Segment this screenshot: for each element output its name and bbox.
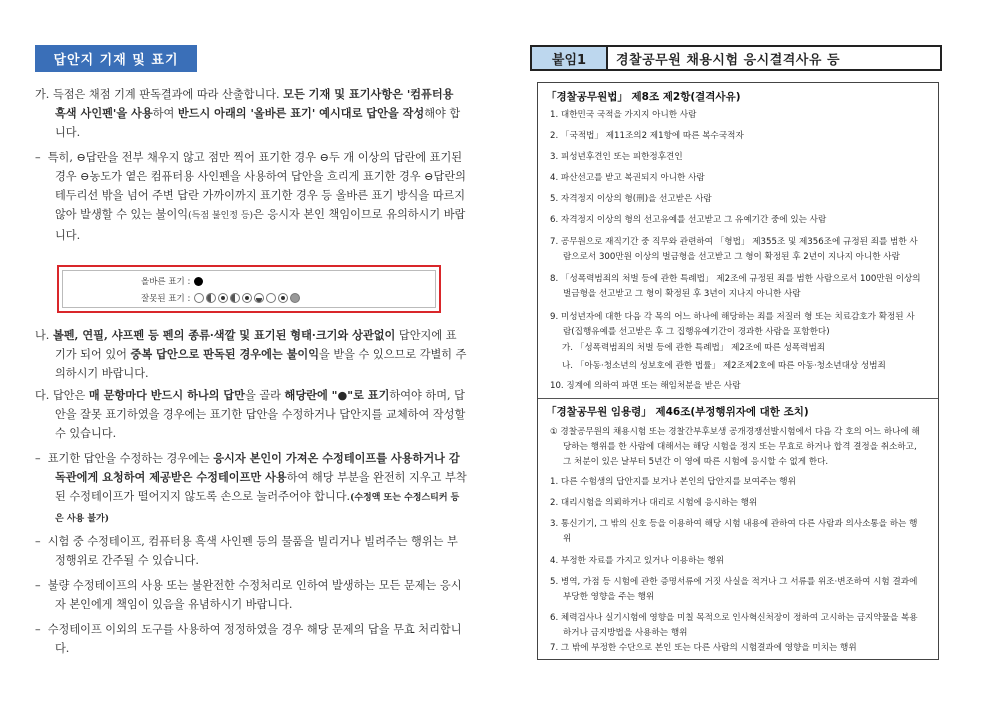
dash-marker: –: [35, 535, 41, 548]
dot-circle-icon: [242, 293, 252, 303]
list-item: 2. 대리시험을 의뢰하거나 대리로 시험에 응시하는 행위: [550, 498, 758, 508]
paragraph-dash-3: [35, 532, 467, 570]
bold-text: 볼펜, 연필, 샤프펜 등 펜의 종류·색깔 및 표기된 형태·크기와 상관없이: [52, 328, 396, 342]
text: 시험 중 수정테이프, 컴퓨터용 흑색 사인펜 등의 물품을 빌리거나 빌려주는 행위는 부정행위로 간주될 수 있습니다.: [47, 535, 458, 567]
list-item: 3. 통신기기, 그 밖의 신호 등을 이용하여 해당 시험 내용에 관하여 다른 사람과 의사소통을 하는 행위: [550, 519, 918, 544]
text: 불량 수정테이프의 사용 또는 불완전한 수정처리로 인하여 발생하는 모든 문제는 응시자 본인에게 책임이 있음을 유념하시기 바랍니다.: [47, 579, 462, 611]
item-marker: 나.: [35, 329, 50, 342]
bottom-fill-circle-icon: [254, 293, 264, 303]
empty-circle-icon: [266, 293, 276, 303]
note-text: (수정액 또는 수정스티커 등은 사용 불가): [55, 493, 460, 524]
dot-circle-icon: [218, 293, 228, 303]
list-item: 5. 병역, 가점 등 시험에 관한 증명서류에 거짓 사실을 적거나 그 서류를 위조·변조하여 시험 결과에 부당한 영향을 주는 행위: [550, 577, 918, 602]
text: 특히, ⊖답란을 전부 채우지 않고 점만 찍어 표기한 경우 ⊖두 개 이상의 답란에 표기된 경우 ⊖농도가 옅은 컴퓨터용 사인펜을 사용하여 답안을 흐리게 표기한 경우 ⊖답란의 테두리선 밖을 넘어 주변 답란 가까이까지 표기한 경우 등 올바른 표기 방식을 따르지 않아 발생할 수 있는 불이익: [47, 151, 466, 221]
list-item: 8. 「성폭력범죄의 처벌 등에 관한 특례법」 제2조에 규정된 죄를 범한 사람으로서 100만원 이상의 벌금형을 선고받고 그 형이 확정된 후 3년이 지나지 아니한 사람: [550, 274, 921, 299]
text: 하여야 하며, 답안을 잘못 표기하였을 경우에는 표기한 답안을 수정하거나 답안지를 교체하여 작성할 수 있습니다.: [55, 389, 466, 440]
bold-text: 응시자 본인이 가져온 수정테이프를 사용하거나 감독관에게 요청하여 제공받은 수정테이프만 사용: [55, 451, 460, 484]
appendix-label: 붙임1: [530, 45, 608, 71]
text: 표기한 답안을 수정하는 경우에는: [47, 452, 214, 465]
appendix-title-text: 경찰공무원 채용시험 응시결격사유 등: [608, 45, 942, 71]
list-item: 4. 파산선고를 받고 복권되지 아니한 사람: [550, 173, 705, 183]
disqualification-box: [537, 82, 939, 660]
list-item: 5. 자격정지 이상의 형(刑)을 선고받은 사람: [550, 194, 712, 204]
correct-marking-row: [141, 275, 203, 287]
paragraph-da: [35, 386, 467, 443]
item-marker: 가.: [35, 88, 50, 101]
list-intro: ① 경찰공무원의 채용시험 또는 경찰간부후보생 공개경쟁선발시험에서 다음 각 호의 어느 하나에 해당하는 행위를 한 사람에 대해서는 해당 시험을 정지 또는 무효로 하거나 합격 결정을 취소하고, 그 처분이 있은 날부터 5년간 이 영에 따른 시험에 응시할 수 없게 한다.: [550, 427, 920, 467]
bold-text: 중복 답안으로 판독된 경우에는 불이익: [130, 347, 320, 361]
dash-marker: –: [35, 579, 41, 592]
list-item: 6. 체력검사나 실기시험에 영향을 미칠 목적으로 인사혁신처장이 정하여 고시하는 금지약물을 복용하거나 금지방법을 사용하는 행위: [550, 613, 918, 638]
item-marker: 다.: [35, 389, 50, 402]
section-heading-police-act: 「경찰공무원법」 제8조 제2항(결격사유): [546, 91, 741, 103]
list-item: 2. 「국적법」 제11조의2 제1항에 따른 복수국적자: [550, 131, 744, 141]
half-circle-icon: [230, 293, 240, 303]
paragraph-dash-1: [35, 148, 467, 245]
list-item: 3. 피성년후견인 또는 피한정후견인: [550, 152, 683, 162]
paragraph-dash-4: [35, 576, 467, 614]
list-subitem: 나. 「아동·청소년의 성보호에 관한 법률」 제2조제2호에 따른 아동·청소년대상 성범죄: [562, 361, 886, 371]
list-item: 7. 공무원으로 재직기간 중 직무와 관련하여 「형법」 제355조 및 제356조에 규정된 죄를 범한 사람으로서 300만원 이상의 벌금형을 선고받고 그 형이 확정된 후 2년이 지나지 아니한 사람: [550, 237, 918, 262]
text: 하여: [152, 107, 178, 120]
paragraph-dash-5: [35, 620, 467, 658]
paragraph-na: [35, 326, 467, 383]
dash-marker: –: [35, 452, 41, 465]
bold-text: 모든 기재 및 표기사항은 '컴퓨터용 흑색 사인펜'을 사용: [55, 87, 454, 120]
list-item: 1. 다른 수험생의 답안지를 보거나 본인의 답안지를 보여주는 행위: [550, 477, 796, 487]
dash-marker: –: [35, 623, 41, 636]
list-item: 6. 자격정지 이상의 형의 선고유예를 선고받고 그 유예기간 중에 있는 사람: [550, 215, 827, 225]
list-item: 9. 미성년자에 대한 다음 각 목의 어느 하나에 해당하는 죄를 저질러 형 또는 치료감호가 확정된 사람(집행유예를 선고받은 후 그 집행유예기간이 경과한 사람을 포함한다): [550, 312, 915, 337]
dash-marker: –: [35, 151, 41, 164]
list-item: 1. 대한민국 국적을 가지지 아니한 사람: [550, 110, 697, 120]
list-subitem: 가. 「성폭력범죄의 처벌 등에 관한 특례법」 제2조에 따른 성폭력범죄: [562, 343, 826, 353]
shaded-circle-icon: [290, 293, 300, 303]
text: 수정테이프 이외의 도구를 사용하여 정정하였을 경우 해당 문제의 답을 무효 처리합니다.: [47, 623, 462, 655]
list-item: 7. 그 밖에 부정한 수단으로 본인 또는 다른 사람의 시험결과에 영향을 미치는 행위: [550, 643, 857, 653]
text: 은 응시자 본인 책임이므로 유의하시기 바랍니다.: [55, 208, 466, 242]
wrong-marking-row: [141, 292, 300, 304]
text: 답안은: [52, 389, 89, 402]
bold-text: 반드시 아래의 '올바른 표기' 예시대로 답안을 작성: [177, 106, 425, 120]
bold-text: 매 문항마다 반드시 하나의 답만: [88, 388, 245, 402]
list-item: 10. 징계에 의하여 파면 또는 해임처분을 받은 사람: [550, 381, 741, 391]
filled-circle-icon: [194, 277, 203, 286]
correct-marking-label: 올바른 표기 :: [141, 277, 191, 287]
section-heading: 답안지 기재 및 표기: [35, 45, 197, 72]
section-heading-appointment-decree: 「경찰공무원 임용령」 제46조(부정행위자에 대한 조치): [546, 406, 809, 418]
list-item: 4. 부정한 자료를 가지고 있거나 이용하는 행위: [550, 556, 725, 566]
marking-example-inner: [62, 270, 436, 308]
note-text: (득점 불인정 등): [188, 211, 254, 221]
empty-circle-icon: [194, 293, 204, 303]
half-circle-icon: [206, 293, 216, 303]
left-page: [35, 45, 475, 655]
wrong-marking-label: 잘못된 표기 :: [141, 294, 191, 304]
marking-example-box: [57, 265, 441, 313]
appendix-title: [530, 45, 942, 71]
text: 해야 합니다.: [55, 107, 461, 139]
paragraph-ga: [35, 85, 467, 142]
text: 득점은 채점 기계 판독결과에 따라 산출합니다.: [52, 88, 284, 101]
section-divider: [538, 398, 938, 399]
wrong-marks: [194, 293, 300, 303]
text: 을 받을 수 있으므로 각별히 주의하시기 바랍니다.: [55, 348, 467, 380]
text: 답안지에 표기가 되어 있어: [55, 329, 457, 361]
text: 하여 해당 부분을 완전히 지우고 부착된 수정테이프가 떨어지지 않도록 손으로 눌러주어야 합니다.: [55, 471, 467, 503]
bold-text: 해당란에 "●"로 표기: [284, 388, 390, 402]
dot-circle-icon: [278, 293, 288, 303]
paragraph-dash-2: [35, 449, 467, 529]
text: 을 골라: [245, 389, 285, 402]
